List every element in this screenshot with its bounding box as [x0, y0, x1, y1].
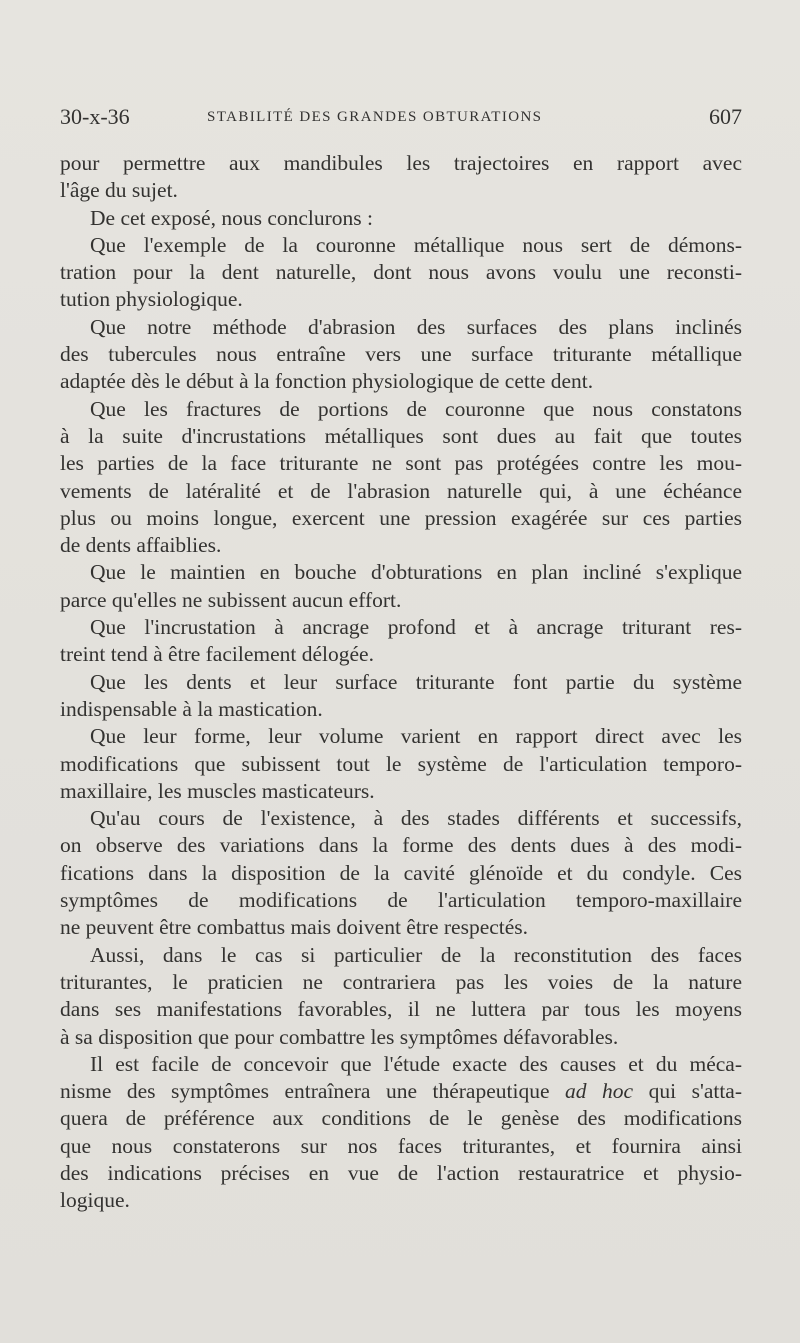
text-line-with-italic [60, 1078, 742, 1105]
text-line: Qu'au cours de l'existence, à des stades différents et successifs, [90, 806, 742, 831]
text-line: à la suite d'incrustations métalliques sont dues au fait que toutes [60, 423, 742, 448]
text-line: Que les dents et leur surface triturante font partie du système [90, 669, 742, 694]
text-line: Que le maintien en bouche d'obturations en plan incliné s'explique [90, 560, 742, 585]
text-line: Il est facile de concevoir que l'étude exacte des causes et du méca- [90, 1051, 742, 1076]
text-line: quera de préférence aux conditions de le genèse des modifications [60, 1106, 742, 1131]
text-line: logique. [60, 1188, 130, 1213]
date-code: 30-x-36 [60, 104, 130, 129]
text-line: modifications que subissent tout le système de l'articulation temporo- [60, 751, 742, 776]
running-title: STABILITÉ DES GRANDES OBTURATIONS [207, 109, 543, 125]
text-line: plus ou moins longue, exercent une pression exagérée sur ces parties [60, 505, 742, 530]
text-line: symptômes de modifications de l'articulation temporo-maxillaire [60, 888, 742, 913]
text-line: parce qu'elles ne subissent aucun effort. [60, 587, 402, 612]
text-fragment: nisme des symptômes entraînera une thérapeutique [60, 1079, 550, 1104]
text-line: on observe des variations dans la forme des dents dues à des modi- [60, 833, 742, 858]
text-line: pour permettre aux mandibules les trajectoires en rapport avec [60, 151, 742, 175]
text-line: des indications précises en vue de l'action restauratrice et physio- [60, 1160, 742, 1185]
text-line: que nous constaterons sur nos faces triturantes, et fournira ainsi [60, 1133, 742, 1158]
text-line: Que notre méthode d'abrasion des surfaces des plans inclinés [90, 314, 742, 339]
text-line: tution physiologique. [60, 287, 243, 312]
running-header [60, 104, 742, 132]
text-line: adaptée dès le début à la fonction physiologique de cette dent. [60, 369, 594, 394]
text-line: Que les fractures de portions de couronne que nous constatons [90, 396, 742, 421]
italic-phrase: ad hoc [565, 1079, 634, 1104]
text-line: triturantes, le praticien ne contrariera pas les voies de la nature [60, 969, 742, 994]
text-line: Aussi, dans le cas si particulier de la reconstitution des faces [90, 942, 742, 967]
text-line: fications dans la disposition de la cavité glénoïde et du condyle. Ces [60, 860, 742, 885]
text-line: dans ses manifestations favorables, il ne luttera par tous les moyens [60, 997, 742, 1022]
text-line: Que l'exemple de la couronne métallique nous sert de démons- [90, 232, 742, 257]
text-line: Que leur forme, leur volume varient en rapport direct avec les [90, 724, 742, 749]
text-line: ne peuvent être combattus mais doivent être respectés. [60, 915, 529, 940]
text-line: les parties de la face triturante ne sont pas protégées contre les mou- [60, 451, 742, 476]
text-line: De cet exposé, nous conclurons : [90, 205, 374, 230]
text-line: l'âge du sujet. [60, 178, 178, 203]
text-fragment: qui s'atta- [648, 1079, 742, 1104]
page-number: 607 [709, 104, 742, 129]
text-line: de dents affaiblies. [60, 533, 222, 558]
text-line: Que l'incrustation à ancrage profond et à ancrage triturant res- [90, 615, 742, 640]
text-line: treint tend à être facilement délogée. [60, 642, 374, 667]
text-line: à sa disposition que pour combattre les symptômes défavorables. [60, 1024, 619, 1049]
text-line: maxillaire, les muscles masticateurs. [60, 778, 375, 803]
text-line: des tubercules nous entraîne vers une surface triturante métallique [60, 342, 742, 367]
text-line: vements de latéralité et de l'abrasion naturelle qui, à une échéance [60, 478, 742, 503]
text-line: tration pour la dent naturelle, dont nous avons voulu une reconsti- [60, 260, 742, 285]
body-text [60, 150, 742, 1215]
text-line: indispensable à la mastication. [60, 696, 323, 721]
